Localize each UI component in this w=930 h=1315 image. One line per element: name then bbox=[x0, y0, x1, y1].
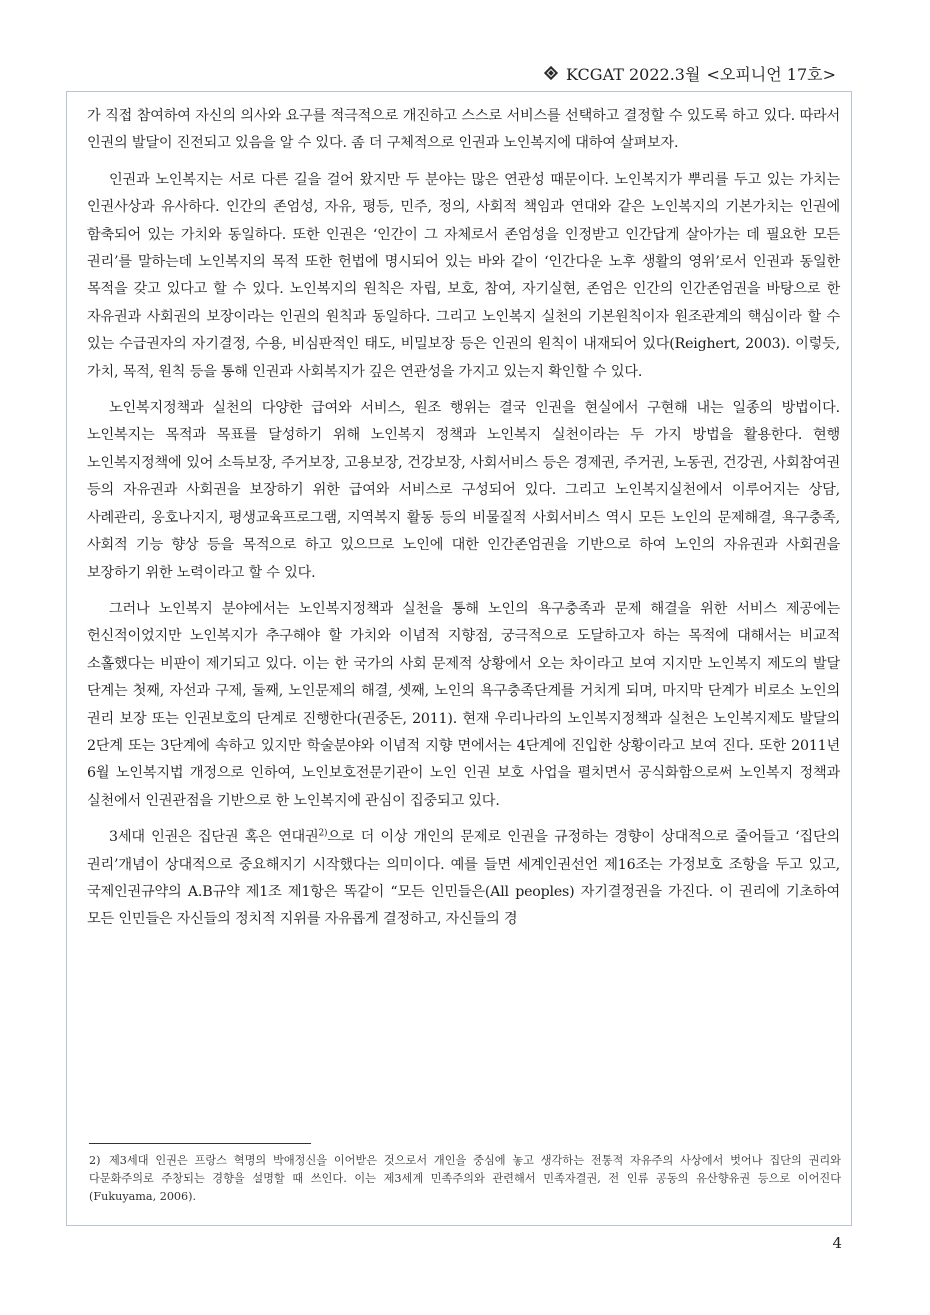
diamond-bullet-icon bbox=[544, 65, 558, 79]
paragraph-4: 그러나 노인복지 분야에서는 노인복지정책과 실천을 통해 노인의 욕구충족과 문제 해결을 위한 서비스 제공에는 헌신적이었지만 노인복지가 추구해야 할 가치와 이념적 지향점, 궁극적으로 도달하고자 하는 목적에 대해서는 비교적 소홀했다는 비판이 제기되고 있다. 이는 한 국가의 사회 문제적 상황에서 오는 차이라고 보여 지지만 노인복지 제도의 발달 단계는 첫째, 자선과 구제, 둘째, 노인문제의 해결, 셋째, 노인의 욕구충족단계를 거치게 되며, 마지막 단계가 비로소 노인의 권리 보장 또는 인권보호의 단계로 진행한다(권중돈, 2011). 현재 우리나라의 노인복지정책과 실천은 노인복지제도 발달의 2단계 또는 3단계에 속하고 있지만 학술분야와 이념적 지향 면에서는 4단계에 진입한 상황이라고 보여 진다. 또한 2011년 6월 노인복지법 개정으로 인하여, 노인보호전문기관이 노인 인권 보호 사업을 펼치면서 공식화함으로써 노인복지 정책과 실천에서 인권관점을 기반으로 한 노인복지에 관심이 집중되고 있다. bbox=[87, 600, 840, 809]
footnote bbox=[89, 1152, 841, 1206]
article-body bbox=[87, 103, 840, 943]
paragraph-1: 가 직접 참여하여 자신의 의사와 요구를 적극적으로 개진하고 스스로 서비스를 선택하고 결정할 수 있도록 하고 있다. 따라서 인권의 발달이 진전되고 있음을 알 수 있다. 좀 더 구체적으로 인권과 노인복지에 대하여 살펴보자. bbox=[87, 108, 840, 152]
footnote-text: 제3세대 인권은 프랑스 혁명의 박애정신을 이어받은 것으로서 개인을 중심에 놓고 생각하는 전통적 자유주의 사상에서 벗어나 집단의 권리와 다문화주의로 주창되는 경향을 설명할 때 쓰인다. 이는 제3세계 민족주의와 관련해서 민족자결권, 전 인류 공동의 유산향유권 등으로 이어진다(Fukuyama, 2006). bbox=[89, 1154, 841, 1203]
paragraph-5 bbox=[87, 824, 840, 934]
paragraph-2: 인권과 노인복지는 서로 다른 길을 걸어 왔지만 두 분야는 많은 연관성 때문이다. 노인복지가 뿌리를 두고 있는 가치는 인권사상과 유사하다. 인간의 존엄성, 자유, 평등, 민주, 정의, 사회적 책임과 연대와 같은 노인복지의 기본가치는 인권에 함축되어 있는 가치와 동일하다. 또한 인권은 ‘인간이 그 자체로서 존엄성을 인정받고 인간답게 살아가는 데 필요한 모든 권리’를 말하는데 노인복지의 목적 또한 헌법에 명시되어 있는 바와 같이 ‘인간다운 노후 생활의 영위’로서 인권과 동일한 목적을 갖고 있다고 할 수 있다. 노인복지의 원칙은 자립, 보호, 참여, 자기실현, 존엄은 인간의 인간존엄권을 바탕으로 한 자유권과 사회권의 보장이라는 인권의 원칙과 동일하다. 그리고 노인복지 실천의 기본원칙이자 원조관계의 핵심이라 할 수 있는 수급권자의 자기결정, 수용, 비심판적인 태도, 비밀보장 등은 인권의 원칙이 내재되어 있다(Reighert, 2003). 이렇듯, 가치, 목적, 원칙 등을 통해 인권과 사회복지가 깊은 연관성을 가지고 있는지 확인할 수 있다. bbox=[87, 171, 840, 380]
paragraph-3: 노인복지정책과 실천의 다양한 급여와 서비스, 원조 행위는 결국 인권을 현실에서 구현해 내는 일종의 방법이다. 노인복지는 목적과 목표를 달성하기 위해 노인복지 정책과 노인복지 실천이라는 두 가지 방법을 활용한다. 현행 노인복지정책에 있어 소득보장, 주거보장, 고용보장, 건강보장, 사회서비스 등은 경제권, 주거권, 노동권, 건강권, 사회참여권 등의 자유권과 사회권을 보장하기 위한 급여와 서비스로 구성되어 있다. 그리고 노인복지실천에서 이루어지는 상담, 사례관리, 옹호나지지, 평생교육프로그램, 지역복지 활동 등의 비물질적 사회서비스 역시 모든 노인의 문제해결, 욕구충족, 사회적 기능 향상 등을 목적으로 하고 있으므로 노인에 대한 인간존엄권을 기반으로 하여 노인의 자유권과 사회권을 보장하기 위한 노력이라고 할 수 있다. bbox=[87, 400, 840, 581]
footnote-ref[interactable]: 2) bbox=[318, 828, 328, 839]
footnote-divider bbox=[89, 1143, 311, 1144]
journal-name: KCGAT 2022.3월 bbox=[566, 65, 701, 84]
issue-label: <오피니언 17호> bbox=[706, 65, 836, 84]
paragraph-5-start: 3세대 인권은 집단권 혹은 연대권 bbox=[109, 829, 319, 846]
page-number: 4 bbox=[832, 1234, 842, 1252]
running-header bbox=[546, 62, 836, 85]
footnote-number: 2) bbox=[89, 1154, 101, 1167]
paragraph-5-rest: 으로 더 이상 개인의 문제로 인권을 규정하는 경향이 상대적으로 줄어들고 ‘집단의 권리’개념이 상대적으로 중요해지기 시작했다는 의미이다. 예를 들면 세계인권선언 제16조는 가정보호 조항을 두고 있고, 국제인권규약의 A.B규약 제1조 제1항은 똑같이 “모든 인민들은(All peoples) 자기결정권을 가진다. 이 권리에 기초하여 모든 인민들은 자신들의 정치적 지위를 자유롭게 결정하고, 자신들의 경 bbox=[87, 829, 840, 928]
